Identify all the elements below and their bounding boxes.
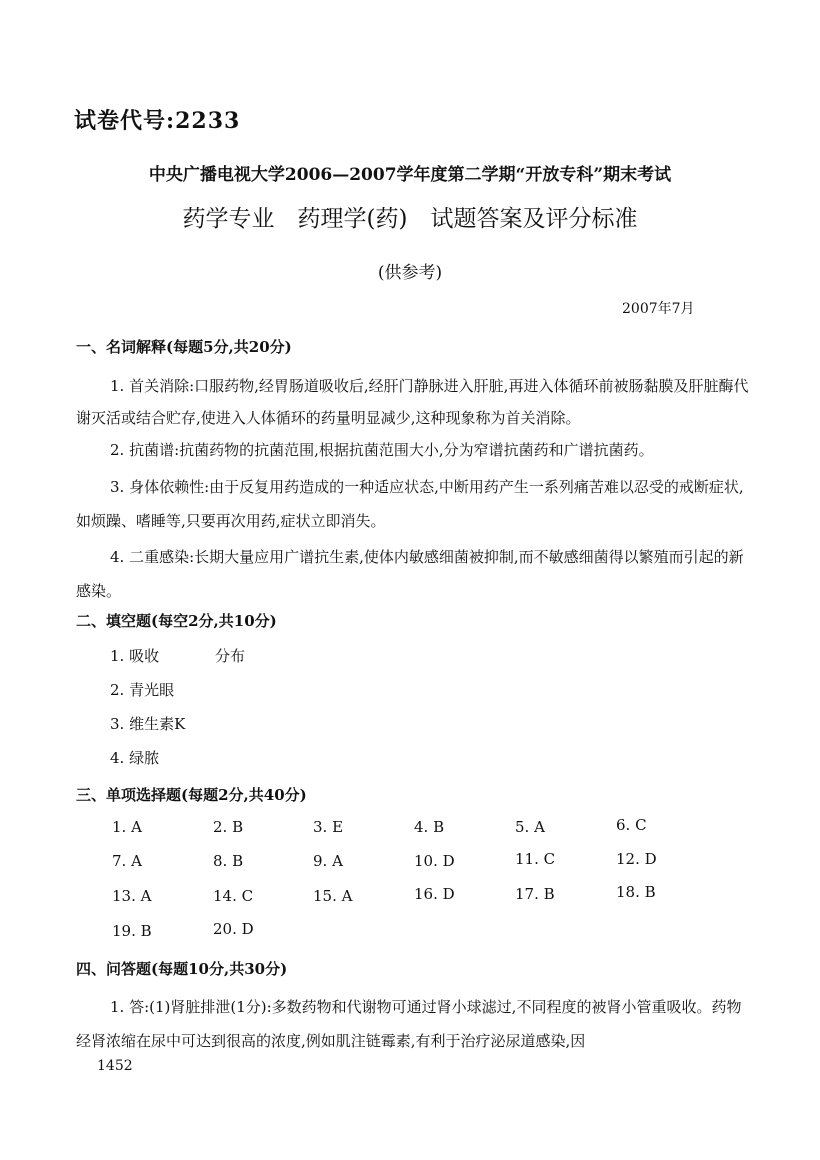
mc-answer: 11. C xyxy=(515,850,556,868)
fill-answer-1b: 分布 xyxy=(215,647,246,665)
mc-answer: 13. A xyxy=(112,887,152,905)
mc-answer: 17. B xyxy=(515,885,555,903)
section-1-item-2: 2. 抗菌谱:抗菌药物的抗菌范围,根据抗菌范围大小,分为窄谱抗菌药和广谱抗菌药。 xyxy=(110,441,654,459)
section-1-item-1: 1. 首关消除:口服药物,经胃肠道吸收后,经肝门静脉进入肝脏,再进入体循环前被肠黏膜及肝脏酶代谢灭活或结合贮存,使进入人体循环的药量明显减少,这种现象称为首关消除。 xyxy=(76,377,749,427)
fill-answer-4: 4. 绿脓 xyxy=(110,749,160,767)
section-4-answer-1: 1. 答:(1)肾脏排泄(1分):多数药物和代谢物可通过肾小球滤过,不同程度的被肾小管重吸收。药物经肾浓缩在尿中可达到很高的浓度,例如肌注链霉素,有利于治疗泌尿道感染,因 xyxy=(76,998,742,1050)
mc-answer: 20. D xyxy=(213,920,254,938)
mc-answer: 9. A xyxy=(313,852,343,870)
document-title: 药学专业 药理学(药) 试题答案及评分标准 xyxy=(182,206,638,232)
mc-answer: 2. B xyxy=(213,818,244,836)
mc-answer: 3. E xyxy=(313,818,344,836)
page-number: 1452 xyxy=(97,1058,133,1074)
section-4-heading: 四、问答题(每题10分,共30分) xyxy=(76,960,288,978)
mc-answer: 4. B xyxy=(414,818,445,836)
mc-answer: 5. A xyxy=(515,818,545,836)
mc-answer: 14. C xyxy=(213,887,254,905)
mc-answer: 1. A xyxy=(112,818,142,836)
mc-answer: 10. D xyxy=(414,852,455,870)
section-2-heading: 二、填空题(每空2分,共10分) xyxy=(76,612,277,630)
fill-answer-3: 3. 维生素K xyxy=(110,715,186,733)
section-1-item-4: 4. 二重感染:长期大量应用广谱抗生素,使体内敏感细菌被抑制,而不敏感细菌得以繁殖而引起的新感染。 xyxy=(76,548,744,600)
exam-title: 中央广播电视大学2006—2007学年度第二学期“开放专科”期末考试 xyxy=(148,165,672,185)
section-3-heading: 三、单项选择题(每题2分,共40分) xyxy=(76,786,307,804)
mc-answer: 15. A xyxy=(313,887,353,905)
mc-answer: 12. D xyxy=(616,850,657,868)
fill-answer-2: 2. 青光眼 xyxy=(110,681,175,699)
fill-answer-1a: 1. 吸收 xyxy=(110,647,160,665)
section-1-item-3: 3. 身体依赖性:由于反复用药造成的一种适应状态,中断用药产生一系列痛苦难以忍受的戒断症状,如烦躁、嗜睡等,只要再次用药,症状立即消失。 xyxy=(76,478,744,530)
mc-answer: 8. B xyxy=(213,852,244,870)
paper-code: 试卷代号:2233 xyxy=(74,108,241,134)
document-date: 2007年7月 xyxy=(622,301,695,317)
section-1-heading: 一、名词解释(每题5分,共20分) xyxy=(76,338,292,356)
mc-answer: 7. A xyxy=(112,852,142,870)
mc-answer: 6. C xyxy=(616,816,647,834)
mc-answer: 19. B xyxy=(112,922,152,940)
mc-answer: 18. B xyxy=(616,883,656,901)
mc-answer: 16. D xyxy=(414,885,455,903)
document-subtitle: (供参考) xyxy=(377,263,443,283)
